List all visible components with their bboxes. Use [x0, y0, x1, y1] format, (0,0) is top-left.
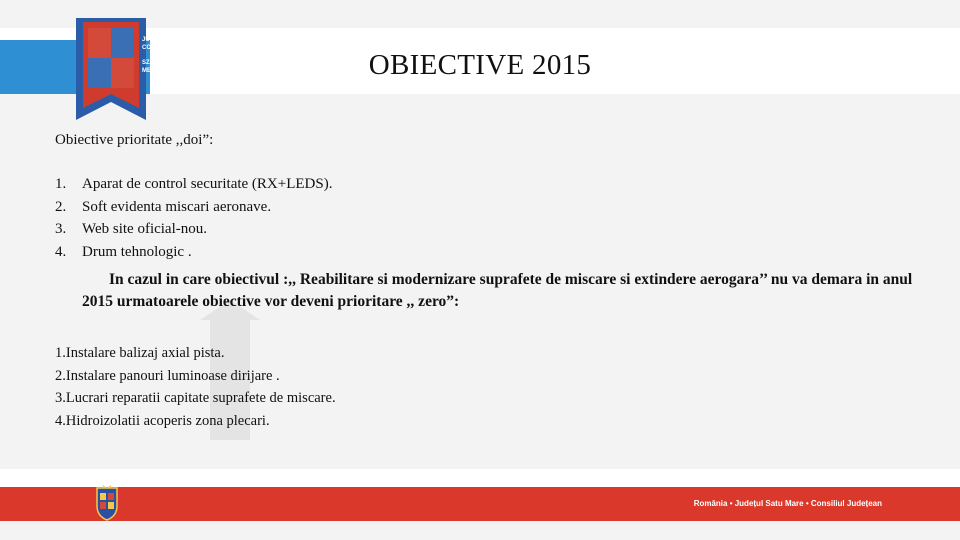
list-item: 2.Instalare panouri luminoase dirijare . — [55, 367, 280, 384]
logo-line: JUDEȚUL SATU MARE — [142, 37, 207, 43]
list-item-number: 4. — [55, 243, 67, 260]
list-item — [55, 244, 332, 267]
priority-two-list — [55, 176, 332, 266]
header-logo-text — [142, 37, 242, 75]
list-item-text: Soft evidenta miscari aeronave. — [82, 198, 272, 215]
logo-line: MEGYEI TANÁCS — [142, 67, 192, 74]
page-title: OBIECTIVE 2015 — [368, 49, 592, 81]
list-item-number: 1. — [55, 176, 67, 192]
condition-paragraph-text: In cazul in care obiectivul :,, Reabilitare si modernizare suprafete de miscare si extindere aerogara’’ nu va demara in anul 2015 urmatoarele obiective vor deveni prioritare ,, zero”: — [82, 271, 913, 310]
list-item-text: Drum tehnologic . — [82, 243, 192, 260]
footer-text: România • Județul Satu Mare • Consiliul Județean — [693, 499, 882, 508]
priority-zero-list — [55, 342, 336, 432]
list-item-number: 2. — [55, 198, 67, 215]
list-item-text: Aparat de control securitate (RX+LEDS). — [82, 176, 333, 192]
condition-paragraph — [82, 269, 922, 313]
list-item: 4.Hidroizolatii acoperis zona plecari. — [55, 412, 270, 429]
list-item: 1.Instalare balizaj axial pista. — [55, 345, 225, 361]
footer-strip — [0, 469, 960, 487]
list-item — [55, 199, 332, 222]
county-emblem-ribbon — [76, 18, 146, 120]
romania-coat-of-arms-icon — [94, 484, 120, 522]
logo-line: SZATMÁR MEGYE — [142, 60, 195, 66]
subtitle: Obiective prioritate ,,doi”: — [55, 132, 214, 148]
logo-line: CONSILIUL JUDEȚEAN — [142, 44, 209, 51]
list-item — [55, 221, 332, 244]
list-item — [55, 176, 332, 199]
list-item: 3.Lucrari reparatii capitate suprafete de miscare. — [55, 390, 336, 406]
list-item-number: 3. — [55, 221, 67, 237]
list-item-text: Web site oficial-nou. — [82, 221, 208, 237]
